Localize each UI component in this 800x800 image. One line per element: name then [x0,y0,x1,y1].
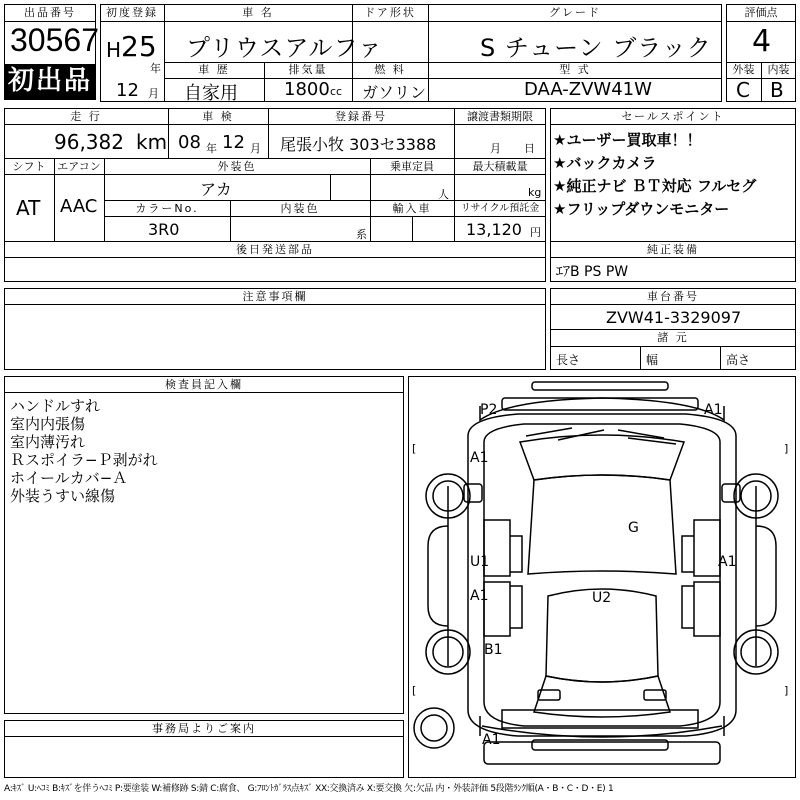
aircon-label: エアコン [57,160,101,173]
grade-label: グレード [549,6,601,19]
model-label: 型 式 [559,63,591,76]
damage-label-u1: U1 [470,554,490,570]
score-label: 評価点 [744,6,778,19]
displacement-unit: cc [330,85,343,98]
notes-label: 注意事項欄 [242,290,308,303]
damage-label-u2: U2 [592,590,612,606]
inspector-note-6: 外装うすい線傷 [10,487,116,505]
color-no: 3R0 [148,220,180,239]
exterior-label: 外装 [732,63,755,76]
car-name-label: 車 名 [242,6,274,19]
displacement-label: 排気量 [288,63,328,76]
bracket-close: ] [784,442,789,455]
height-label: 高さ [726,353,751,367]
legend: A:ｷｽﾞ U:ﾍｺﾐ B:ｷｽﾞを伴うﾍｺﾐ P:要塗装 W:補修跡 S:錆 C:腐食、 G:ﾌﾛﾝﾄｶﾞﾗｽ点ｷｽﾞ XX:交換済み X:要交換 欠:欠品 内・外装評価 5段階ﾗﾝｸ順(A・B・C・D・E) 1 [4,784,614,794]
mileage: 96,382 [54,130,124,154]
later-parts-label: 後日発送部品 [236,243,314,256]
chassis-label: 車台番号 [647,290,699,303]
specs-label: 諸 元 [657,331,689,344]
bracket-close-2: ] [784,684,789,697]
mileage-unit: km [136,130,168,154]
interior-grade: B [770,78,784,102]
car-name: プリウスアルファ [186,34,383,62]
recycle-label: リサイクル預託金 [460,203,540,214]
model: DAA-ZVW41W [524,79,652,100]
damage-label-g: G [628,520,639,536]
genuine-equipment-label: 純正装備 [647,243,699,256]
history: 自家用 [184,83,238,104]
reg-number-label: 登録番号 [335,110,387,123]
sales-point-3: ★純正ナビ ＢＴ対応 フルセグ [553,177,757,195]
era: H [106,38,122,62]
shift: AT [16,196,41,220]
reg-number: 尾張小牧 303セ3388 [280,135,437,154]
office-label: 事務局よりご案内 [152,722,256,735]
inspector-note-4: Ｒスポイラ−Ｐ剥がれ [10,451,158,469]
month-unit: 月 [148,87,159,100]
shift-label: シフト [12,160,46,173]
displacement: 1800 [284,79,330,100]
month: 12 [116,80,139,101]
fuel-label: 燃 料 [374,63,406,76]
inspection-month-unit: 月 [250,142,261,155]
length-label: 長さ [556,353,581,367]
sales-point-1: ★ユーザー買取車！！ [553,131,702,149]
int-color-unit: 系 [356,228,367,241]
color-no-label: カラーNo. [135,202,199,215]
damage-label-b1: B1 [484,642,503,658]
first-registration-label: 初度登録 [106,6,158,19]
inspector-note-2: 室内内張傷 [10,415,86,433]
fuel: ガソリン [362,83,427,102]
first-listing-badge: 初出品 [5,64,95,99]
car-diagram [408,376,796,778]
recycle-unit: 円 [530,226,541,239]
inspector-note-1: ハンドルすれ [10,397,101,415]
import-label: 輸入車 [392,202,432,215]
transfer-deadline-label: 譲渡書類期限 [467,110,533,123]
capacity-unit: 人 [438,188,449,201]
transfer-month-unit: 月 [490,142,501,155]
genuine-equipment: ｴｱB PS PW [556,264,629,280]
inspector-note-5: ホイールカバ−Ａ [10,469,128,487]
recycle-fee: 13,120 [466,220,522,239]
damage-label-a1-right: A1 [718,554,737,570]
bracket-open-2: [ [412,684,417,697]
inspector-label: 検査員記入欄 [165,378,243,391]
history-label: 車 歴 [198,63,230,76]
inspector-note-3: 室内薄汚れ [10,433,86,451]
max-load-unit: kg [528,186,542,199]
damage-label-a1-front-left: A1 [470,450,489,466]
transfer-day-unit: 日 [524,142,535,155]
damage-label-a1-front-right: A1 [704,402,723,418]
sales-points-label: セールスポイント [621,110,725,123]
chassis-number: ZVW41-3329097 [606,308,742,327]
lot-number-label: 出品番号 [24,6,76,19]
year: 25 [121,30,157,63]
mileage-label: 走 行 [70,110,102,123]
inspection-year-unit: 年 [206,142,217,155]
lot-number: 30567 [10,22,99,58]
inspection-month: 12 [222,132,245,153]
bracket-open: [ [412,442,417,455]
ext-color-label: 外装色 [217,160,257,173]
score: 4 [752,24,772,59]
width-label: 幅 [646,353,659,367]
capacity-label: 乗車定員 [390,160,434,173]
aircon: AAC [60,196,98,217]
ext-color: アカ [200,180,232,199]
inspection-label: 車 検 [202,110,234,123]
grade: S チューン ブラック [480,34,712,62]
damage-label-p2: P2 [480,402,498,418]
max-load-label: 最大積載量 [472,160,528,173]
int-color-label: 内装色 [280,202,320,215]
interior-label: 内装 [767,63,790,76]
year-unit: 年 [150,62,161,75]
sales-point-4: ★フリップダウンモニター [553,200,730,218]
damage-label-a1-rear: A1 [482,732,501,748]
exterior-grade: C [736,78,750,102]
damage-label-a1-left: A1 [470,588,489,604]
door-type-label: ドア形状 [364,6,416,19]
sales-point-2: ★バックカメラ [553,154,657,172]
inspection-year: 08 [178,132,201,153]
